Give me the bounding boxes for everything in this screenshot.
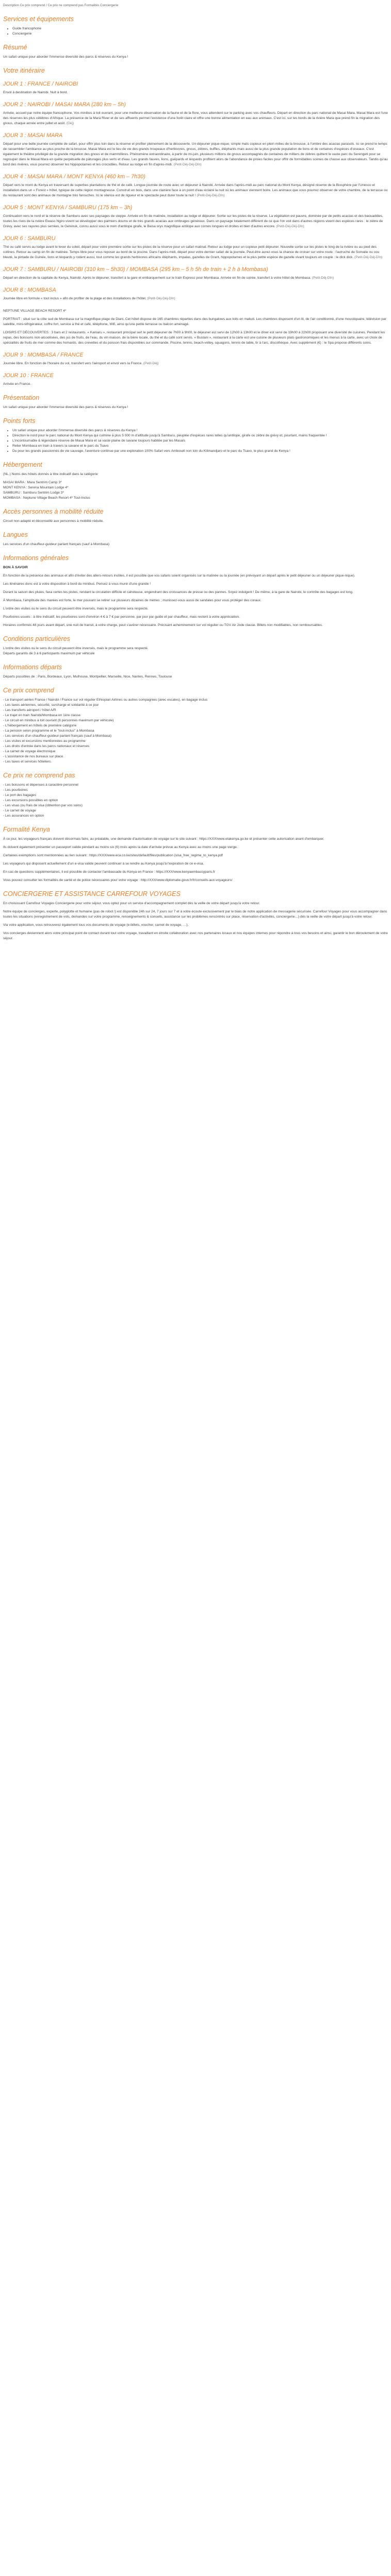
services-list	[3, 26, 388, 37]
day-meals: (Petit-Déj-Déj-Dîn)	[173, 163, 202, 166]
day-4	[3, 174, 388, 198]
prix-comprend-item: - La pension selon programme et le "tout-inclus" à Mombasa	[3, 729, 94, 733]
prix-comprend-list	[3, 698, 388, 765]
points-forts-item: • Du pour les grands passionnés de vie sauvage, l'aventure continue par une exploration 100% Safari vers Amboseli non loin du Kilimandjaro et le parc du Tsavo, le plus grand du Kenya !	[12, 449, 388, 454]
conciergerie-paragraph: Vos concierges deviennent alors votre principal point de contact durant tout votre voyage, travaillant en étroite collaboration avec nos partenaires locaux et nos équipes internes pour répondre à tous vos besoins et ainsi, garantir le bon déroulement de votre séjour.	[3, 931, 388, 940]
departs-text: Départs possibles de : Paris, Bordeaux, Lyon, Mulhouse, Montpellier, Marseille, Nice, Nantes, Rennes, Toulouse	[3, 675, 172, 679]
infos-paragraph: Les itinéraires donc est à votre disposition à bord du minibus. Pensez à vous munir d'une grande !	[3, 582, 151, 586]
day-2	[3, 101, 388, 126]
prix-comprend-item: - Le circuit en minibus à toit ouvrant (6 personnes maximum par véhicule)	[3, 719, 114, 722]
infos-paragraph: En fonction de la présence des animaux et afin d'éviter des allers-retours inutiles, il est possible que vos safaris soient organisés sur la matinée ou la journée (en prévoyant un départ après le petit déjeuner ou un déjeuner pique-nique).	[3, 574, 355, 578]
points-forts-title: Points forts	[3, 417, 36, 425]
day-title: JOUR 3 : MASAI MARA	[3, 132, 63, 139]
day-title: JOUR 10 : FRANCE	[3, 372, 54, 379]
formalites-paragraph: À ce jour, les voyageurs français doivent désormais faire, au préalable, une demande d'autorisation de voyage sur le site suivant : https://XXX/www.etakenya.go.ke et présenter cette autorisation avant d'embarquer.	[3, 837, 324, 841]
day-meals: (Déj)	[66, 122, 74, 125]
day-6	[3, 235, 388, 260]
infos-paragraph: Horaires confirmés 48 jours avant départ, une nuit de transit, à votre charge, peut s'avérer nécessaire. Précisant acheminement sur vol régulier ou TGV Air Jode clause. Billets non modifiables, non remboursables.	[3, 623, 323, 627]
itinerary-title: Votre itinéraire	[3, 67, 45, 74]
hebergement-line: MOMBASA : Neptune Village Beach Resort 4* Tout-Inclus	[3, 496, 90, 500]
prix-comprend-item: - Le transport aérien France / Nairobi / France sur vol régulier Ethiopian Airlines ou autres compagnies (avec escales), en bagage inclus	[3, 698, 208, 702]
prix-comprend-item: - Les droits d'entrée dans les parcs nationaux et réserves	[3, 744, 90, 748]
prix-comprend-item: - L'hébergement en hôtels de première catégorie	[3, 724, 77, 727]
prix-comprend-item: - Les services d'un chauffeur-guideur parlant français (sauf à Mombasa)	[3, 734, 112, 738]
day-text: Départ pour une belle journée complète de safari, pour offrir plus loin dans la réserve et profiter pleinement de la découverte. Un déjeuner pique-nique, simple mais copieux en plein milieu de la brousse, à l'ombre des acacias parasols. Ici se prend le temps de rassembler l'ambiance au plus proche de la brousse. Masai Mara est le lieu de vie des grands troupeaux d'herbivores, gnous, zèbres, buffles, éléphants mais aussi de la plus grande population de lions et de certaines d'espèces d'oiseaux. C'est également le théâtre privilégié de la grande migration des gnous et de mammifères. Phénomène extraordinaire, à partir de mi-juin, plusieurs millions de gnous accompagnés de centaines de milliers de zèbres quittent le vaste parc du Serengeti pour se regrouper dans le Masai Mara en quête perpétuelle de pâturages plus verts et d'eau. Les grands fauves, lions, guépards et léopards profitent alors de l'abondance de proies faciles pour offrir de formidables scènes de chasse aux observateurs. Tandis qu'au bord des rivières, vous pourrez observer les hippopotames et les crocodiles. Retour au lodge en fin d'après-midi.	[3, 142, 388, 166]
hebergement-line: SAMBURU : Samburu Sentrim Lodge 3*	[3, 491, 64, 495]
services-item: • Guide francophone	[12, 26, 388, 31]
day-10	[3, 372, 388, 387]
prix-ne-comprend-item: - Les excursions possibles en option	[3, 799, 58, 802]
day-title: JOUR 1 : FRANCE / NAIROBI	[3, 81, 78, 87]
breadcrumb: Description Ce prix comprend / Ce prix ne comprend pas Formalités Conciergerie	[3, 4, 119, 7]
conciergerie-title: CONCIERGERIE ET ASSISTANCE CARREFOUR VOYAGES	[3, 890, 181, 897]
conditions-lines	[3, 646, 388, 656]
prix-ne-comprend-title: Ce prix ne comprend pas	[3, 772, 75, 779]
presentation-title: Présentation	[3, 394, 40, 401]
day-7	[3, 266, 388, 281]
prix-comprend-item: - Les taxes aériennes, sécurité, surcharge et solidarité à ce jour	[3, 703, 99, 707]
formalites-paragraph: Les voyageurs qui disposent actuellement d'un e-visa valide peuvent continuer à se rendre au Kenya jusqu'à l'expiration de ce e-visa.	[3, 862, 204, 866]
day-1	[3, 81, 388, 95]
day-9	[3, 352, 388, 366]
points-forts-item: • L'incontournable & légendaire réserve de Masai Mara et sa vaste plaine de savane toujours habitée par les Masaïs	[12, 438, 388, 444]
hotel-block	[3, 304, 388, 346]
prix-ne-comprend-item: - Le carnet de voyage	[3, 809, 36, 812]
presentation-text: Un safari unique pour aborder l'immense diversité des parcs & réserves du Kenya !	[3, 405, 128, 409]
day-title: JOUR 8 : MOMBASA	[3, 287, 56, 293]
conditions-line: Départs garantis de 3 à 6 participants maximum par véhicule	[3, 652, 95, 655]
acces-text: Circuit non-adapté et déconseillé aux personnes à mobilité réduite.	[3, 519, 104, 523]
hotel-heading: NEPTUNE VILLAGE BEACH RESORT 4*	[3, 309, 67, 313]
hebergement-note: (NL.) Noms des hôtels donnés à titre indicatif dans la catégorie	[3, 472, 98, 476]
prix-comprend-item: - L'assistance de nos bureaux sur place	[3, 755, 63, 758]
prix-comprend-item: - Les visites et excursions mentionnées au programme	[3, 739, 86, 743]
day-meals: (Petit-Déj-Déj-Dîn)	[197, 194, 225, 197]
langues-title: Langues	[3, 531, 28, 538]
day-text: Continuation vers le nord et la réserve de Samburu avec ses paysages de steppe. Arrivée en fin de matinée, installation au lodge et déjeuner. Sortie sur les pistes de la réserve. La végétation est pauvre, dominée par de petits acacias et des baouaddies, toutes les rives de la rivière Ewaso Ngiro vivent se développer des palmiers doums et de très grands acacias aux ombrages généreux. Dans un paysage totalement différent de ce que l'on voit dans d'autres régions vivent des espèces rares : le zèbre de Grévy, avec ses rayures plus serrées, le Gerenuk, connu aussi sous le nom d'antilope girafe, le Beisa oryx magnifique antilope aux cornes longues et droites et bien d'autres encore.	[3, 214, 383, 228]
prix-ne-comprend-list	[3, 783, 388, 819]
hebergement-line: MONT KENYA : Serena Mountain Lodge 4*	[3, 486, 69, 489]
formalites-paragraph: En cas de questions supplémentaires, il est possible de contacter l'ambassade du Kenya en France : https://XXX/www.kenyaembassyparis.fr	[3, 870, 216, 874]
infos-paragraph: Durant la saison des pluies, faxa certes les pistes, rendant la circulation difficile et cahoteuse, engendrant des croissances de presse ou des pannes. Soyez indulgent ! De même, à la gare de Nairobi, le contrôle des bagages est long.	[3, 590, 353, 594]
departs-title: Informations départs	[3, 664, 62, 671]
hotel-loisirs: LOISIRS ET DÉCOUVERTES : 3 bars et 2 restaurants. « Kamaru », restaurant principal sert le petit déjeuner de 7h00 à 9h00, le déjeuner est servi de 12h00 à 13h00 et le dîner est servi de 19h00 à 22h00 proposant une diversité de cuisines. Pendant les repas, des boissons non-alcoolisées, des jus de fruits, de l'eau, du vin maison, de la bière locale, du thé et du café sont servis. « Bustani », restaurant à la carte est une cuisine de plusieurs plats gastronomiques et les menus à la carte, avec un choix de spécialités de fruits de mer comme des homards, des crevettes et du poisson frais disponibles sur commande. Piscine, tennis, beach-volley, squagons, tennis de table, tir à l'arc, discothèque. Avec supplément (€) : le Spa propose différents soins.	[3, 331, 385, 345]
services-item: • Conciergerie	[12, 31, 388, 37]
day-text: Arrivée, accueil par notre équipe francophone. Vos minibus à toit ouvrant, pour une meilleure observation de la faune et de la flore, vous attendent sur le parking avec vos chauffeurs. Départ en direction du parc national de Masai Mara. Masai Mara est l'une des réserves les plus célèbres d'Afrique. La présence de la Mara River et de ses affluents permet l'existence d'une forêt claire et offre une bonne alimentation en eau aux animaux. C'est ici, sur les bords de la rivière Mara que prend fin la migration des gnous, chaque année entre juillet et août.	[3, 111, 388, 125]
formalites-paragraph: Ils doivent également présenter un passeport valide pendant au moins six (6) mois après la date d'arrivée prévue au Kenya avec au moins une page vierge.	[3, 845, 238, 849]
prix-comprend-title: Ce prix comprend	[3, 687, 54, 694]
day-title: JOUR 4 : MASAI MARA / MONT KENYA (460 km – 7h30)	[3, 174, 145, 180]
hebergement-line: MASAI MARA : Mara Sentrim Camp 3*	[3, 481, 62, 484]
points-forts-item: • Relier Mombasa en train à travers la savane et le parc du Tsavo	[12, 444, 388, 449]
day-meals: (Petit-Déj-Dîn)	[312, 276, 334, 280]
hebergement-lines	[3, 480, 388, 501]
prix-ne-comprend-item: - Les boissons et dépenses à caractère personnel	[3, 783, 78, 787]
infos-paragraph: À Mombasa, l'amplitude des marées est forte, le mer pouvant se retirer sur plusieurs dizaines de mètres ; munissez-vous aussi de sandales pour vous protéger des coraux.	[3, 599, 262, 602]
prix-ne-comprend-item: - Le port des bagages	[3, 793, 37, 797]
services-title: Services et équipements	[3, 15, 74, 23]
infos-generales-subtitle: BON À SAVOIR	[3, 566, 28, 569]
points-forts-list	[3, 428, 388, 454]
day-meals: (Petit-Déj)	[143, 362, 159, 365]
prix-ne-comprend-item: - Les pourboires	[3, 788, 28, 792]
conditions-line: L'ordre des visites ou le sens du circuit peuvent être inversés, mais le programme sera respecté.	[3, 647, 149, 650]
day-meals: (Petit-Déj-Déj-Dîn)	[354, 256, 383, 259]
formalites-paragraph: Vous pouvez consulter les formalités de santé et de police nécessaires pour votre voyage : http://XXX/www.diplomatie.gouv.fr/fr/conseils-aux-voyageurs/	[3, 878, 233, 882]
langues-text: Les services d'un chauffeur-guideur parlant français (sauf à Mombasa)	[3, 543, 110, 546]
day-text: Journée libre. En fonction de l'horaire du vol, transfert vers l'aéroport et envol vers la France.	[3, 362, 143, 365]
conditions-title: Conditions particulières	[3, 635, 70, 642]
conciergerie-paragraph: Via votre application, vous retrouverez également tous vos documents de voyage (e-billets, voucher, carnet de voyage, …).	[3, 923, 189, 927]
day-meals: (Petit-Déj-Déj-Dîn)	[276, 225, 304, 228]
formalites-paragraph: Certaines exemptions sont mentionnées au lien suivant : https://XXX/www.eca.co.ke/sites/default/files/publication (visa_free_regime_to_kenya.pdf	[3, 854, 223, 857]
points-forts-item: • Un safari unique pour aborder l'immense diversité des parcs & réserves du Kenya !	[12, 428, 388, 433]
infos-generales-title: Informations générales	[3, 554, 69, 562]
day-title: JOUR 7 : SAMBURU / NAIROBI (310 km – 5h30) / MOMBASA (295 km – 5 h 5h de train + 2 h à Mombasa)	[3, 266, 268, 273]
prix-comprend-item: - La carnet de voyage électronique	[3, 750, 56, 753]
prix-comprend-item: - Les taxes et services hôteliers.	[3, 760, 52, 764]
day-text: Envol à destination de Nairobi. Nuit à bord.	[3, 91, 68, 94]
resume-title: Résumé	[3, 44, 27, 51]
hotel-portrait: PORTRAIT : situé sur la côte sud de Mombasa sur la magnifique plage de Diani. Cet hôtel dispose de 165 chambres réparties dans des bungalows aux toits en makuti. Les chambres disposent d'un lit, de l'air conditionné, d'une moustiquaire, télévision par satellite, mini-réfrigérateur, coffre fort, service à thé et café, téléphone, Wifi, ainsi qu'une petite terrasse ou balcon aménagé.	[3, 317, 386, 326]
day-5	[3, 205, 388, 229]
prix-ne-comprend-item: - Les assurances en option	[3, 814, 44, 818]
formalites-title: Formalité Kenya	[3, 826, 51, 833]
day-title: JOUR 6 : SAMBURU	[3, 235, 56, 242]
infos-paragraph: Pourboires usuels : à titre indicatif, les pourboires sont d'environ 4 € à 7 € par personne, par jour par guide et par chauffeur, mais restent à votre appréciation.	[3, 615, 240, 619]
day-title: JOUR 5 : MONT KENYA / SAMBURU (175 km – 3h)	[3, 205, 133, 211]
day-meals: (Petit-Déj-Déj-Dîn)	[147, 297, 175, 300]
infos-paragraph: L'ordre des visites ou le sens du circuit peuvent être inversés, mais le programme sera respecté.	[3, 607, 149, 611]
conciergerie-paragraph: Notre équipe de concierges, experte, polyglotte et humaine (pas de robot !) est disponible 24h sur 24, 7 jours sur 7 et à votre écoute exclusivement par le biais de notre application de messagerie sécurisée. Carrefour Voyages pour vous accompagner dans toutes les situations (enregistrement de vols, demandes sur votre programme, renseignements & conseils, assistance sur les problèmes rencontrés sur place, réservation d'activités, conciergerie…) dès la veille de votre départ jusqu'à votre retour.	[3, 910, 387, 919]
day-8	[3, 287, 388, 301]
day-title: JOUR 9 : MOMBASA / FRANCE	[3, 352, 84, 358]
day-text: Journée libre en formule « tout inclus » afin de profiter de la plage et des installations de l'hôtel.	[3, 297, 146, 300]
day-text: Départ en direction de la capitale du Kenya, Nairobi. Après le déjeuner, transfert à la gare et embarquement sur le train Express pour Mombasa. Arrivée en fin de soirée, transfert à votre hôtel de Mombasa.	[3, 276, 312, 280]
points-forts-item: • Direction le nord pour le parc national du Mont Kenya qui culmine à plus 5 000 m d'altitude jusqu'à Samburu, peuplée d'espèces rares telles qu'antilope, girafe ou zèbre de grévy et, pourtant, mains fraquentée !	[12, 433, 388, 438]
day-text: Thé ou café servis au lodge avant le lever du soleil, départ pour votre première sortie sur les pistes de la réserve pour un safari matinal. Retour au lodge pour un copieux petit déjeuner. Nouvelle sortie sur les pistes le long de la rivière ou au pied des collines. Retour au camp en fin de matinée. Temps libre pour vous reposer au bord de la piscine. Dans l'après-midi, départ pour votre dernier safari de la journée. Peut-être aurez-vous la chance de croiser sur votre route : l'autruche de Somalie ou cou bleuté, la pintade de Guinée, lions et léopards y rodent aussi, tout comme les grands herbivores africains éléphants, impalas, gazelles de Grant, hippopotames et la plus petite espèce de gazelle vivant toujours en couple : le dick dick.	[3, 245, 380, 259]
prix-ne-comprend-item: - Les visas (ou frais de visa (obtention par vos soins)	[3, 804, 83, 807]
prix-comprend-item: - Les transferts aéroport / hôtel A/R	[3, 708, 56, 712]
conciergerie-paragraph: En choisissant Carrefour Voyages Conciergerie pour votre séjour, vous optez pour un service d'accompagnement complet dès la veille de votre départ jusqu'à votre retour.	[3, 902, 260, 905]
day-text: Départ vers le mont du Kenya en traversant de superbes plantations de thé et de café. Longue journée de route avec un déjeuner à Nairobi. Arrivée dans l'après-midi au parc national du Mont Kenya, désigné réserve de la Biosphère par l'Unesco et installation dans un « Forest » hôtel, typique de cette région montagneuse. Construit en bois, dans une clairière face à un point d'eau éclairé la nuit où les animaux viennent boire. Les animaux que vous pourrez observer de votre chambre, de la terrasse ou du restaurant sont des animaux de montagne très farouches. Ici le silence est de rigueur et le spectacle peut durer toute la nuit !	[3, 183, 388, 197]
hebergement-title: Hébergement	[3, 461, 42, 468]
day-text: Arrivée en France.	[3, 382, 31, 386]
day-3	[3, 132, 388, 167]
resume-text: Un safari unique pour aborder l'immense diversité des parcs & réserves du Kenya !	[3, 55, 128, 59]
day-title: JOUR 2 : NAIROBI / MASAI MARA (280 km – 5h)	[3, 101, 126, 108]
page	[0, 0, 391, 955]
acces-title: Accès personnes à mobilité réduite	[3, 508, 104, 515]
prix-comprend-item: - Le trajet en train Nairobi/Mombasa en 1ère classe	[3, 714, 80, 717]
